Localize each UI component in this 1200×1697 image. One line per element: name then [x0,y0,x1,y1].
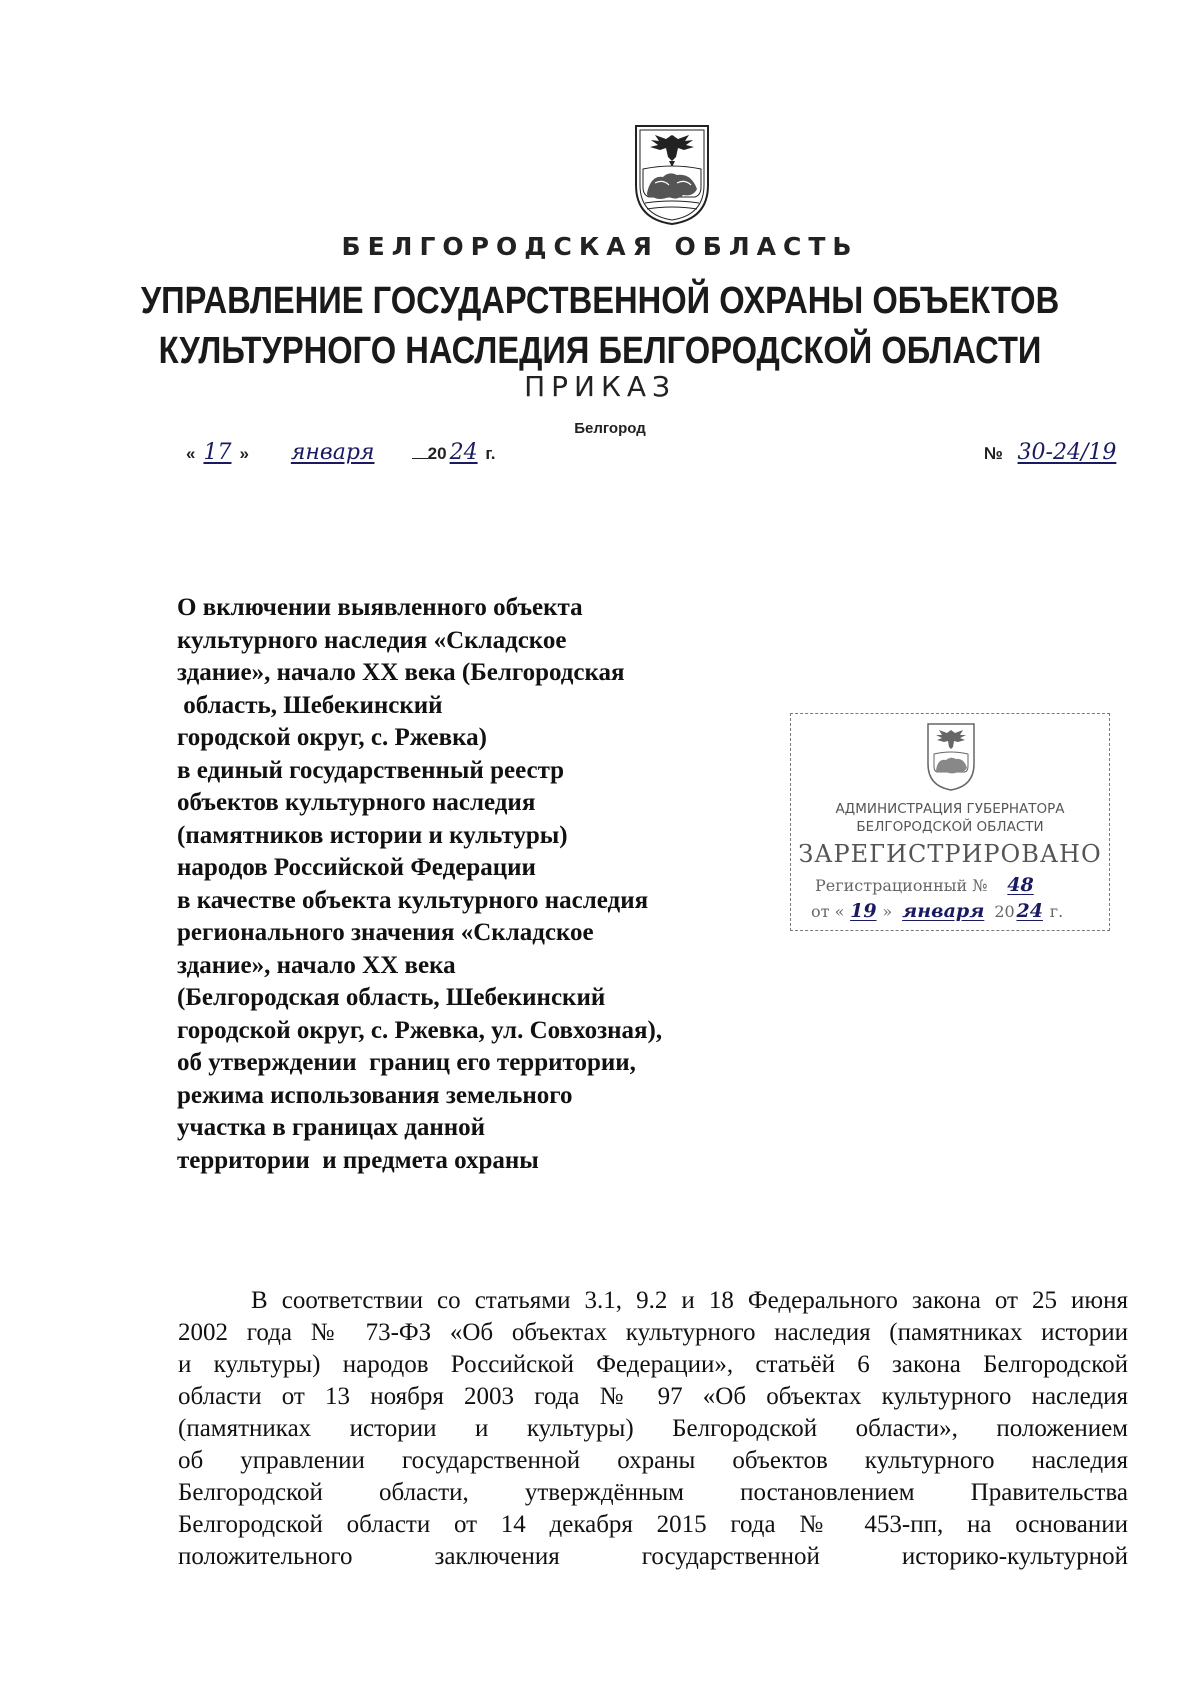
title-line: городской округ, с. Ржевка, ул. Совхозная), [177,1016,663,1044]
stamp-emblem-icon [926,722,976,792]
date-underline [412,458,428,459]
stamp-admin-name [791,800,1109,836]
title-line: объектов культурного наследия [177,789,536,816]
stamp-month-handwritten: января [902,900,985,922]
order-number [984,440,1131,465]
coat-of-arms-emblem [633,123,711,227]
body-line: и культуры) народов Российской Федерации», статьёй 6 закона Белгородской [178,1351,1128,1378]
date-open-quote: « [186,444,196,463]
date-year-handwritten: 24 [449,440,478,465]
date-day-handwritten: 17 [203,440,232,465]
title-line: режима использования земельного [177,1081,573,1109]
body-line: В соответствии со статьями 3.1, 9.2 и 18 Федерального закона от 25 июня [251,1287,1128,1314]
body-line: положительного заключения государственной историко-культурной [178,1543,1128,1570]
date-year-prefix: 20 [427,444,447,463]
title-line: область, Шебекинский [177,691,443,719]
stamp-from-label: от « [811,902,845,921]
title-line: культурного наследия «Складское [177,626,567,654]
date-close-quote: » [239,444,249,463]
body-line: Белгородской области, утверждённым постановлением Правительства [178,1479,1128,1506]
title-line: городской округ, с. Ржевка) [177,724,488,751]
title-line: здание», начало XX века [177,951,456,979]
stamp-registration-date [811,900,1063,922]
stamp-registration-number [815,874,1049,896]
organization-name [84,276,1116,376]
date-year-unit: г. [485,444,496,463]
stamp-day-handwritten: 19 [850,900,877,922]
title-line: О включении выявленного объекта [177,594,583,621]
stamp-admin-line: АДМИНИСТРАЦИЯ ГУБЕРНАТОРА [835,801,1065,817]
title-line: (памятников истории и культуры) [177,821,568,849]
order-title [177,592,737,1177]
stamp-reg-label: Регистрационный № [815,876,988,895]
title-line: народов Российской Федерации [177,854,536,881]
title-line: территории и предмета охраны [177,1146,539,1174]
body-line: области от 13 ноября 2003 года № 97 «Об объектах культурного наследия [178,1383,1128,1410]
city-label: Белгород [574,420,646,437]
registration-stamp [790,713,1110,931]
organization-name-line: КУЛЬТУРНОГО НАСЛЕДИЯ БЕЛГОРОДСКОЙ ОБЛАСТИ [158,330,1042,372]
stamp-registered-label: ЗАРЕГИСТРИРОВАНО [798,840,1102,868]
document-type: ПРИКАЗ [524,370,676,403]
date-month-handwritten: января [290,440,375,465]
organization-name-line: УПРАВЛЕНИЕ ГОСУДАРСТВЕННОЙ ОХРАНЫ ОБЪЕКТОВ [140,280,1060,322]
stamp-admin-line: БЕЛГОРОДСКОЙ ОБЛАСТИ [856,819,1044,835]
body-line: 2002 года № 73-ФЗ «Об объектах культурного наследия (памятниках истории [178,1319,1128,1346]
number-label: № [984,444,1003,463]
stamp-year-unit: г. [1049,902,1064,921]
order-body-text [178,1285,1128,1573]
body-line: Белгородской области от 14 декабря 2015 года № 453-пп, на основании [178,1511,1128,1538]
body-line: (памятниках истории и культуры) Белгородской области», положением [178,1415,1128,1442]
title-line: (Белгородская область, Шебекинский [177,984,606,1011]
title-line: в качестве объекта культурного наследия [177,886,649,914]
title-line: здание», начало XX века (Белгородская [177,659,625,686]
stamp-reg-number-handwritten: 48 [1007,874,1034,896]
stamp-close-quote: » [882,902,893,921]
title-line: регионального значения «Складское [177,919,594,946]
title-line: участка в границах данной [177,1114,486,1141]
stamp-year-handwritten: 24 [1016,900,1043,922]
order-date [186,440,495,465]
body-line: об управлении государственной охраны объектов культурного наследия [178,1447,1128,1474]
title-line: об утверждении границ его территории, [177,1049,636,1076]
number-handwritten: 30-24/19 [1017,440,1117,465]
title-line: в единый государственный реестр [177,756,565,784]
stamp-year-prefix: 20 [994,902,1015,921]
region-heading: БЕЛГОРОДСКАЯ ОБЛАСТЬ [341,232,859,261]
